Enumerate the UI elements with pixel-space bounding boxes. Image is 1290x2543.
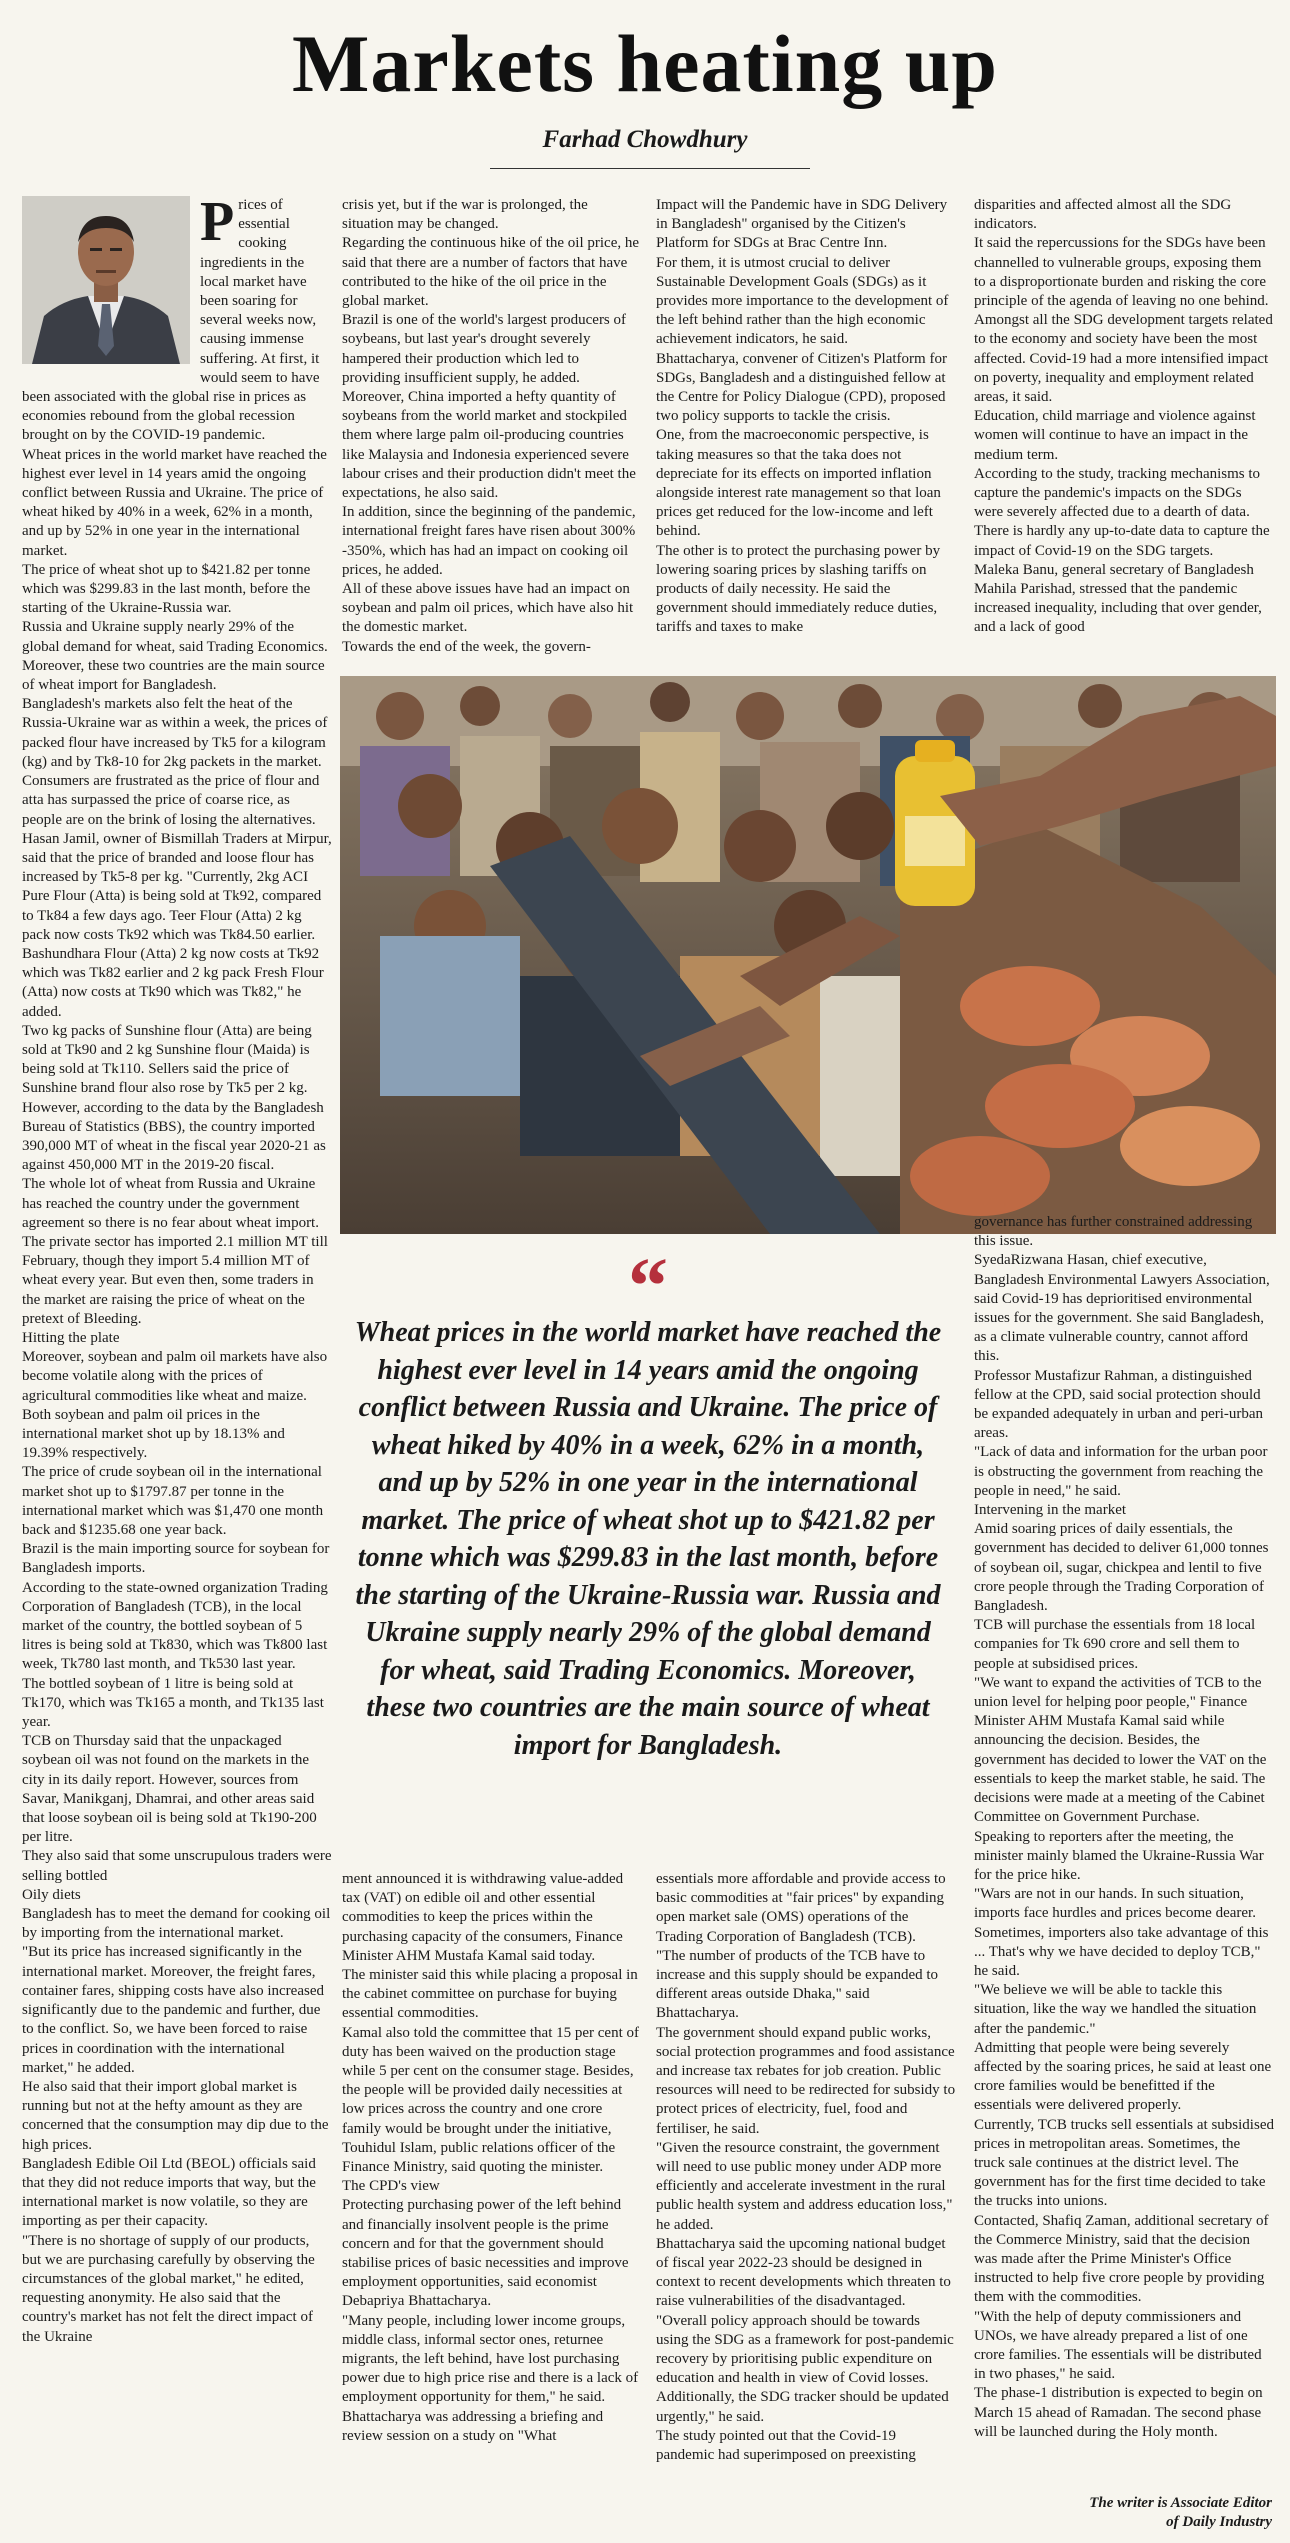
paragraph: "The number of products of the TCB have to increase and this supply should be expanded to different areas outside Dhaka," said Bhattacharya. — [656, 1947, 939, 2022]
paragraph: Protecting purchasing power of the left behind and financially insolvent people is the prime concern and for that the government should stabilise prices of basic necessities and improve employment opportunities, said economist Debapriya Bhattacharya. — [342, 2197, 629, 2310]
paragraph: The price of wheat shot up to $421.82 per tonne which was $299.83 in the last month, before the starting of the Ukraine-Russia war. — [22, 561, 311, 617]
pull-quote — [340, 1243, 956, 1852]
author-portrait — [22, 196, 190, 364]
column-1 — [22, 196, 332, 2514]
paragraph: "We want to expand the activities of TCB to the union level for helping poor people," Finance Minister AHM Mustafa Kamal said while announcing the decision. Besides, the government has decided to lower the VAT on the essentials to keep the market stable, he said. The decisions were made at a meeting of the Cabinet Committee on Government Purchase. — [974, 1674, 1267, 1826]
paragraph: "We believe we will be able to tackle this situation, like the way we handled the situation after the pandemic." — [974, 1982, 1257, 2037]
paragraph: Moreover, soybean and palm oil markets have also become volatile along with the prices of agricultural commodities like wheat and maize. — [22, 1349, 328, 1404]
signoff-line: The writer is Associate Editor — [1089, 2495, 1272, 2511]
paragraph: Kamal also told the committee that 15 per cent of duty has been waived on the production stage while 5 per cent on the consumer stage. Besides, the people will be provided daily necessities at low prices across the country and one crore family would be brought under the initiative, Touhidul Islam, public relations officer of the Finance Ministry, said quoting the minister. — [342, 2024, 639, 2176]
paragraph: Contacted, Shafiq Zaman, additional secretary of the Commerce Ministry, said that the decision was made after the Prime Minister's Office instructed to help five crore people by providing them with the commodities. — [974, 2212, 1269, 2306]
paragraph: Amongst all the SDG development targets related to the economy and society have been the most affected. Covid-19 had a more intensified impact on poverty, inequality and employment related areas, it said. — [974, 312, 1273, 406]
column-3-top — [656, 196, 956, 676]
quote-mark-icon: “ — [628, 1243, 668, 1331]
paragraph: The bottled soybean of 1 litre is being sold at Tk170, which was Tk165 a month, and Tk135 last year. — [22, 1675, 324, 1731]
paragraph: The minister said this while placing a proposal in the cabinet committee on purchase for buying essential commodities. — [342, 1967, 638, 2022]
paragraph: Education, child marriage and violence against women will continue to have an impact in the medium term. — [974, 408, 1256, 463]
paragraph: "Given the resource constraint, the government will need to use public money under ADP more efficiently and accelerate investment in the rural public health system and address education loss," he added. — [656, 2139, 953, 2233]
subheading: Intervening in the market — [974, 1502, 1127, 1519]
column-2-bottom — [342, 1870, 640, 2510]
byline-rule — [490, 168, 810, 169]
paragraph: Bhattacharya, convener of Citizen's Platform for SDGs, Bangladesh and a distinguished fellow at the Centre for Policy Dialogue (CPD), proposed two policy supports to tackle the crisis. — [656, 350, 947, 425]
signoff-line: of Daily Industry — [1166, 2514, 1272, 2530]
paragraph: Russia and Ukraine supply nearly 29% of the global demand for wheat, said Trading Economics. Moreover, these two countries are the main source of wheat import for Bangladesh. — [22, 619, 328, 694]
paragraph: Professor Mustafizur Rahman, a distinguished fellow at the CPD, said social protection should be expanded adequately in urban and peri-urban areas. — [974, 1367, 1264, 1442]
paragraph: essentials more affordable and provide access to basic commodities at "fair prices" by expanding open market sale (OMS) operations of the Trading Corporation of Bangladesh (TCB). — [656, 1871, 946, 1945]
paragraph: Bangladesh Edible Oil Ltd (BEOL) officials said that they did not reduce imports that way, but the international market is now volatile, so they are importing as per their capacity. — [22, 2155, 316, 2230]
paragraph: It said the repercussions for the SDGs have been channelled to vulnerable groups, exposing them to a disproportionate burden and risking the core principle of the agenda of leaving no one behind. — [974, 235, 1269, 310]
paragraph: Hasan Jamil, owner of Bismillah Traders at Mirpur, said that the price of branded and loose flour has increased by Tk5-8 per kg. "Currently, 2kg ACI Pure Flour (Atta) is being sold at Tk92, compared to Tk84 a few days ago. Teer Flour (Atta) 2 kg pack now costs Tk92 which was Tk84.50 earlier. Bashundhara Flour (Atta) 2 kg now costs at Tk92 which was Tk82 earlier and 2 kg pack Fresh Flour (Atta) now costs at Tk90 which was Tk82," he added. — [22, 830, 332, 1020]
paragraph: TCB will purchase the essentials from 18 local companies for Tk 690 crore and sell them to people at subsidised prices. — [974, 1617, 1256, 1672]
paragraph: Admitting that people were being severely affected by the soaring prices, he said at least one crore families would be benefitted if the essentials were delivered properly. — [974, 2039, 1272, 2114]
paragraph: Bhattacharya said the upcoming national budget of fiscal year 2022-23 should be designed in context to recent developments which threaten to raise vulnerabilities of the disadvantaged. — [656, 2235, 951, 2310]
paragraph: Amid soaring prices of daily essentials, the government has decided to deliver 61,000 tonnes of soybean oil, sugar, chickpea and lentil to five crore people through the Trading Corporation of Bangladesh. — [974, 1521, 1269, 1615]
paragraph: Maleka Banu, general secretary of Bangladesh Mahila Parishad, stressed that the pandemic increased inequality, including that over gender, and a lack of good — [974, 561, 1262, 636]
drop-cap: P — [200, 196, 235, 253]
author-signoff — [1089, 2494, 1272, 2532]
paragraph: governance has further constrained addressing this issue. — [974, 1214, 1253, 1250]
column-4-bottom — [974, 1213, 1274, 2510]
paragraph: Regarding the continuous hike of the oil price, he said that there are a number of factors that have contributed to the hike of the oil price in the global market. — [342, 235, 640, 310]
paragraph: All of these above issues have had an impact on soybean and palm oil prices, which have also hit the domestic market. — [342, 581, 634, 636]
paragraph: Speaking to reporters after the meeting, the minister mainly blamed the Ukraine-Russia War for the price hike. — [974, 1828, 1264, 1883]
paragraph: Brazil is the main importing source for soybean for Bangladesh imports. — [22, 1541, 330, 1577]
paragraph: The price of crude soybean oil in the international market shot up to $1797.87 per tonne in the international market which was $1,470 one month back and $1235.68 one year back. — [22, 1464, 324, 1539]
paragraph: Both soybean and palm oil prices in the international market shot up by 18.13% and 19.39% respectively. — [22, 1406, 285, 1462]
column-2-top — [342, 196, 640, 676]
crowd-photo — [340, 676, 1276, 1234]
paragraph: The study pointed out that the Covid-19 pandemic had superimposed on preexisting — [656, 2427, 916, 2464]
paragraph: In addition, since the beginning of the pandemic, international freight fares have risen about 300% -350%, which has had an impact on cooking oil prices, he added. — [342, 504, 636, 578]
paragraph: Bhattacharya was addressing a briefing and review session on a study on "What — [342, 2408, 604, 2444]
subheading: The CPD's view — [342, 2178, 440, 2195]
paragraph: TCB on Thursday said that the unpackaged soybean oil was not found on the markets in the city in its daily report. However, sources from Savar, Manikganj, Dhamrai, and other areas said that loose soybean oil is being sold at Tk190-200 per litre. — [22, 1733, 317, 1846]
headline: Markets heating up — [292, 18, 998, 109]
paragraph: Bangladesh has to meet the demand for cooking oil by importing from the international market. — [22, 1906, 331, 1942]
paragraph: "With the help of deputy commissioners and UNOs, we have already prepared a list of one crore families. The essentials will be distributed in two phases," he said. — [974, 2308, 1262, 2383]
paragraph: Brazil is one of the world's largest producers of soybeans, but last year's drought severely hampered their production which led to providing insufficient supply, he added. — [342, 312, 627, 386]
byline: Farhad Chowdhury — [542, 126, 748, 153]
paragraph: Towards the end of the week, the govern- — [342, 638, 591, 655]
paragraph: "But its price has increased significantly in the international market. Moreover, the freight fares, container fares, shipping costs have also increased significantly due to the pandemic and further, due to the conflict. So, we have been forced to raise prices in coordination with the international market," he added. — [22, 1944, 324, 2076]
column-3-bottom — [656, 1870, 956, 2510]
paragraph: "Lack of data and information for the urban poor is obstructing the government from reaching the people in need," he said. — [974, 1444, 1268, 1499]
paragraph: The phase-1 distribution is expected to begin on March 15 ahead of Ramadan. The second phase will be launched during the Holy month. — [974, 2385, 1263, 2440]
paragraph: "Wars are not in our hands. In such situation, imports face hurdles and prices become dearer. Sometimes, importers also take advantage of this ... That's why we have decided to deploy TCB," he said. — [974, 1886, 1269, 1979]
subheading: Hitting the plate — [22, 1329, 120, 1346]
paragraph: The whole lot of wheat from Russia and Ukraine has reached the country under the government agreement so there is no fear about wheat import. The private sector has imported 2.1 million MT till February, though they import 5.4 million MT of wheat every year. But even then, some traders in the market are raising the price of wheat on the pretext of Bleeding. — [22, 1176, 328, 1327]
paragraph: According to the state-owned organization Trading Corporation of Bangladesh (TCB), in the local market of the country, the bottled soybean of 5 litres is being sold at Tk830, which was Tk800 last week, Tk780 last month, and Tk530 last year. — [22, 1579, 328, 1673]
paragraph: SyedaRizwana Hasan, chief executive, Bangladesh Environmental Lawyers Association, said Covid-19 has deprioritised environmental issues for the government. She said Bangladesh, as a climate vulnerable country, cannot afford this. — [974, 1252, 1270, 1365]
paragraph: The other is to protect the purchasing power by lowering soaring prices by slashing tariffs on products of daily necessity. He said the government should immediately reduce duties, tariffs and taxes to make — [656, 542, 941, 636]
paragraph: They also said that some unscrupulous traders were selling bottled — [22, 1848, 332, 1884]
paragraph: Impact will the Pandemic have in SDG Delivery in Bangladesh" organised by the Citizen's Platform for SDGs at Brac Centre Inn. — [656, 197, 948, 252]
lead-paragraph: rices of essential cooking ingredients in the local market have been soaring for several weeks now, causing immense suffering. At first, it would seem to have been associated with the global rise in prices as economies rebound from the global recession brought on by the COVID-19 pandemic. — [22, 197, 320, 444]
paragraph: disparities and affected almost all the SDG indicators. — [974, 197, 1232, 233]
pull-quote-text: Wheat prices in the world market have reached the highest ever level in 14 years amid the ongoing conflict between Russia and Ukraine. The price of wheat hiked by 40% in a week, 62% in a month, and up by 52% in one year in the international market. The price of wheat shot up to $421.82 per tonne which was $299.83 in the last month, before the starting of the Ukraine-Russia war. Russia and Ukraine supply nearly 29% of the global demand for wheat, said Trading Economics. Moreover, these two countries are the main source of wheat import for Bangladesh. — [354, 1317, 942, 1761]
paragraph: crisis yet, but if the war is prolonged, the situation may be changed. — [342, 197, 588, 233]
paragraph: Wheat prices in the world market have reached the highest ever level in 14 years amid the ongoing conflict between Russia and Ukraine. The price of wheat hiked by 40% in a week, 62% in a month, and up by 52% in one year in the international market. — [22, 446, 327, 559]
crowd-photo-image — [340, 676, 1276, 1234]
paragraph: However, according to the data by the Bangladesh Bureau of Statistics (BBS), the country imported 390,000 MT of wheat in the fiscal year 2020-21 as against 450,000 MT in the 2019-20 fiscal. — [22, 1099, 326, 1174]
subheading: Oily diets — [22, 1886, 81, 1903]
paragraph: Currently, TCB trucks sell essentials at subsidised prices in metropolitan areas. Sometimes, the truck sale continues at the district level. The government has for the first time decided to take the trucks into unions. — [974, 2116, 1274, 2210]
paragraph: "Overall policy approach should be towards using the SDG as a framework for post-pandemic recovery by prioritising public expenditure on education and health in view of Covid losses. Additionally, the SDG tracker should be updated urgently," he said. — [656, 2312, 954, 2425]
paragraph: He also said that their import global market is running but not at the hefty amount as they are concerned that the consumption may dip due to the high prices. — [22, 2078, 329, 2153]
paragraph: "There is no shortage of supply of our products, but we are purchasing carefully by observing the circumstances of the global market," he edited, requesting anonymity. He also said that the country's market has not felt the direct impact of the Ukraine — [22, 2232, 315, 2345]
paragraph: The government should expand public works, social protection programmes and food assistance and increase tax rebates for job creation. Public resources will need to be redirected for subsidy to protect prices of electricity, fuel, food and fertiliser, he said. — [656, 2024, 956, 2137]
author-portrait-icon — [22, 196, 190, 364]
paragraph: Bangladesh's markets also felt the heat of the Russia-Ukraine war as within a week, the prices of packed flour have increased by Tk5 for a kilogram (kg) and by Tk8-10 for 2kg packets in the market. — [22, 696, 328, 770]
paragraph: Moreover, China imported a hefty quantity of soybeans from the world market and stockpiled them where large palm oil-producing countries like Malaysia and Indonesia experienced severe labour crises and their production didn't meet the expectations, he also said. — [342, 389, 636, 502]
column-4-top — [974, 196, 1274, 676]
paragraph: According to the study, tracking mechanisms to capture the pandemic's impacts on the SDGs were severely affected due to a dearth of data. There is hardly any up-to-date data to capture the impact of Covid-19 on the SDG targets. — [974, 465, 1270, 559]
paragraph: For them, it is utmost crucial to deliver Sustainable Development Goals (SDGs) as it provides more importance to the development of the left behind rather than the high economic achievement indicators, he said. — [656, 254, 949, 348]
paragraph: One, from the macroeconomic perspective, is taking measures so that the taka does not depreciate for its effects on imported inflation alongside interest rate management so that loan prices get reduced for the low-income and left behind. — [656, 427, 941, 540]
paragraph: Consumers are frustrated as the price of flour and atta has surpassed the price of coarse rice, as people are on the brink of losing the alternatives. — [22, 773, 320, 828]
paragraph: "Many people, including lower income groups, middle class, informal sector ones, returnee migrants, the left behind, have lost purchasing power due to high price rise and there is a lack of employment opportunity for them," he said. — [342, 2312, 639, 2406]
paragraph: ment announced it is withdrawing value-added tax (VAT) on edible oil and other essential commodities to keep the prices within the purchasing capacity of the consumers, Finance Minister AHM Mustafa Kamal said today. — [342, 1871, 624, 1964]
paragraph: Two kg packs of Sunshine flour (Atta) are being sold at Tk90 and 2 kg Sunshine flour (Maida) is being sold at Tk110. Sellers said the price of Sunshine brand flour also rose by Tk5 per 2 kg. — [22, 1022, 312, 1097]
